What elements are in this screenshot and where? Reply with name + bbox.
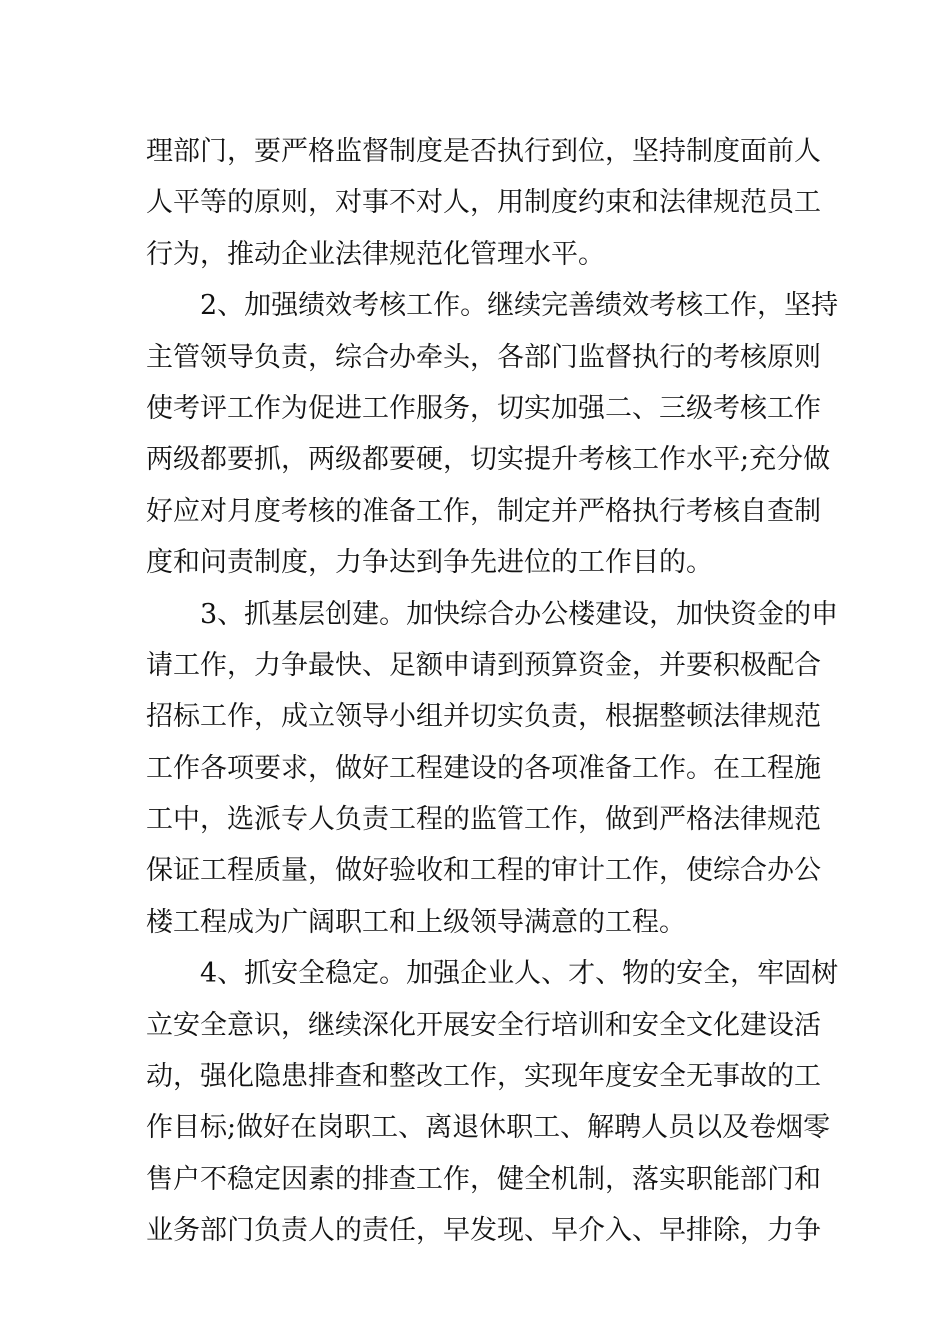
text-line: 请工作，力争最快、足额申请到预算资金，并要积极配合 bbox=[146, 649, 821, 681]
text-line: 作目标;做好在岗职工、离退休职工、解聘人员以及卷烟零 bbox=[146, 1112, 831, 1144]
text-line: 理部门，要严格监督制度是否执行到位，坚持制度面前人 bbox=[146, 136, 821, 167]
text-line: 两级都要抓，两级都要硬，切实提升考核工作水平;充分做 bbox=[146, 444, 831, 476]
text-line: 业务部门负责人的责任，早发现、早介入、早排除，力争 bbox=[146, 1215, 821, 1247]
body-text bbox=[146, 126, 839, 1257]
text-line: 度和问责制度，力争达到争先进位的工作目的。 bbox=[146, 547, 713, 579]
text-line: 保证工程质量，做好验收和工程的审计工作，使综合办公 bbox=[146, 855, 821, 887]
text-line: 2、加强绩效考核工作。继续完善绩效考核工作，坚持 bbox=[200, 290, 839, 322]
text-line: 行为，推动企业法律规范化管理水平。 bbox=[146, 238, 605, 270]
text-line: 动，强化隐患排查和整改工作，实现年度安全无事故的工 bbox=[146, 1061, 821, 1093]
text-line: 人平等的原则，对事不对人，用制度约束和法律规范员工 bbox=[146, 187, 821, 219]
text-line: 使考评工作为促进工作服务，切实加强二、三级考核工作 bbox=[146, 392, 821, 424]
text-line: 好应对月度考核的准备工作，制定并严格执行考核自查制 bbox=[146, 495, 821, 527]
text-line: 3、抓基层创建。加快综合办公楼建设，加快资金的申 bbox=[200, 598, 839, 630]
text-line: 主管领导负责，综合办牵头，各部门监督执行的考核原则 bbox=[146, 341, 821, 373]
text-line: 招标工作，成立领导小组并切实负责，根据整顿法律规范 bbox=[146, 701, 821, 733]
text-line: 4、抓安全稳定。加强企业人、才、物的安全，牢固树 bbox=[200, 958, 839, 990]
text-line: 工作各项要求，做好工程建设的各项准备工作。在工程施 bbox=[146, 752, 821, 784]
text-line: 立安全意识，继续深化开展安全行培训和安全文化建设活 bbox=[146, 1009, 821, 1041]
text-line: 工中，选派专人负责工程的监管工作，做到严格法律规范 bbox=[146, 804, 821, 836]
text-line: 楼工程成为广阔职工和上级领导满意的工程。 bbox=[146, 906, 686, 938]
text-line: 售户不稳定因素的排查工作，健全机制，落实职能部门和 bbox=[146, 1163, 821, 1195]
